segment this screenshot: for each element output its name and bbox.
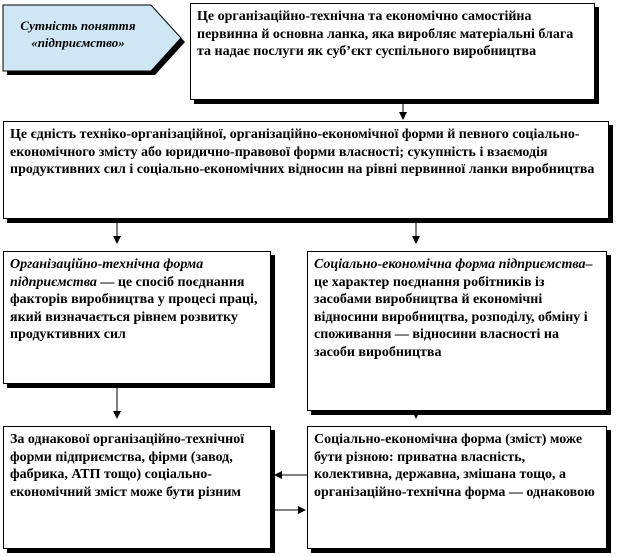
socio-econ-form-box <box>307 251 607 411</box>
left-bottom-text: За однакової організаційно-технічної форми підприємства, фірми (завод, фабрика, АТП тощо) соціально-економічний зміст може бути різним <box>10 432 245 500</box>
socio-econ-form-term: Соціально-економічна форма підприємства <box>314 257 586 272</box>
badge-label: Сутність поняття «підприємство» <box>20 18 136 50</box>
socio-econ-form-text: – це характер поєднання робітників із засобами виробництва й економічні відносини виробництва, розподілу, обміну і споживання — відносини власності на засоби виробництва <box>314 257 593 360</box>
org-tech-form-term: Організаційно-технічна форма підприємства <box>10 257 204 290</box>
right-bottom-box <box>307 426 607 549</box>
left-bottom-box <box>3 426 271 549</box>
unity-text: Це єдність техніко-організаційної, організаційно-економічної форми й певного соціально-економічного змісту або юридично-правової форми власності; сукупність і взаємодія продуктивних сил і соціально-економічних відносин на рівні первинної ланки виробництва <box>10 127 595 177</box>
org-tech-form-text: — це спосіб поєднання факторів виробництва у процесі праці, який визначається рівнем розвитку продуктивних сил <box>10 274 258 342</box>
org-tech-form-box <box>3 251 271 384</box>
right-bottom-text: Соціально-економічна форма (зміст) може бути різною: приватна власність, колективна, державна, змішана тощо, а організаційно-технічна форма — однаковою <box>314 432 595 500</box>
definition-box <box>190 3 595 100</box>
definition-text: Це організаційно-технічна та економічно самостійна первинна й основна ланка, яка виробляє матеріальні блага та надає послуги як суб’єкт суспільного виробництва <box>197 9 574 59</box>
unity-box <box>3 121 609 219</box>
